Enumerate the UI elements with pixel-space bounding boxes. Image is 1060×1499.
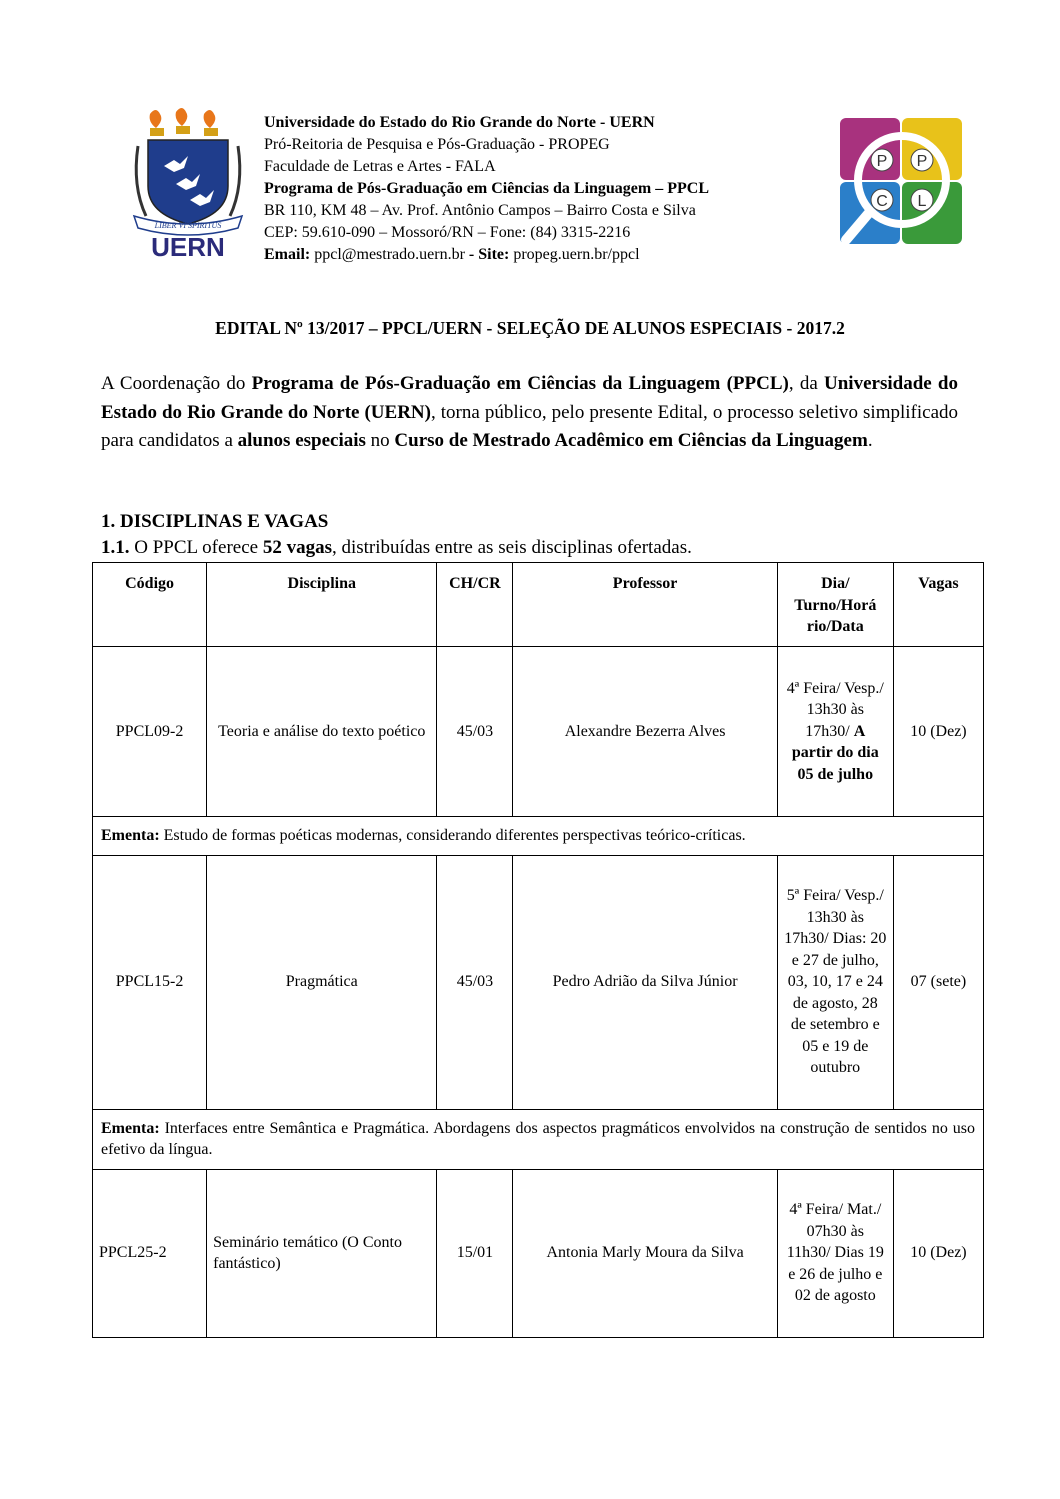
site-link[interactable]: propeg.uern.br/ppcl <box>513 246 640 263</box>
table-row <box>93 855 984 1109</box>
email-label: Email: <box>264 246 311 263</box>
cell-disciplina: Pragmática <box>207 855 437 1109</box>
disciplines-table <box>92 562 984 1338</box>
letterhead <box>128 106 968 266</box>
contact-line <box>264 244 709 266</box>
cell-dia: 5ª Feira/ Vesp./ 13h30 às 17h30/ Dias: 20 e 27 de julho, 03, 10, 17 e 24 de agosto, 28 de setembro e 05 e 19 de outubro <box>777 855 893 1109</box>
cell-disciplina: Teoria e análise do texto poético <box>207 647 437 817</box>
col-header-codigo: Código <box>93 563 207 647</box>
cell-codigo: PPCL25-2 <box>93 1169 207 1337</box>
cell-vagas: 10 (Dez) <box>893 647 983 817</box>
cell-vagas: 10 (Dez) <box>893 1169 983 1337</box>
cep-phone: CEP: 59.610-090 – Mossoró/RN – Fone: (84) 3315-2216 <box>264 224 631 241</box>
address: BR 110, KM 48 – Av. Prof. Antônio Campos – Bairro Costa e Silva <box>264 202 696 219</box>
logo-letter-p1: P <box>876 153 888 170</box>
crest-motto: LIBER VI SPIRITUS <box>154 221 222 230</box>
site-label: - Site: <box>468 246 510 263</box>
cell-professor: Antonia Marly Moura da Silva <box>513 1169 777 1337</box>
cell-chcr: 45/03 <box>437 647 513 817</box>
col-header-professor: Professor <box>513 563 777 647</box>
ementa-row <box>93 1109 984 1169</box>
ementa-row <box>93 817 984 856</box>
table-row <box>93 647 984 817</box>
programa: Programa de Pós-Graduação em Ciências da Linguagem – PPCL <box>264 180 710 197</box>
cell-professor: Alexandre Bezerra Alves <box>513 647 777 817</box>
cell-dia: 4ª Feira/ Vesp./ 13h30 às 17h30/ A partir do dia 05 de julho <box>777 647 893 817</box>
table-header-row <box>93 563 984 647</box>
pro-reitoria: Pró-Reitoria de Pesquisa e Pós-Graduação - PROPEG <box>264 136 610 153</box>
intro-paragraph: A Coordenação do Programa de Pós-Graduação em Ciências da Linguagem (PPCL), da Universidade do Estado do Rio Grande do Norte (UERN), torna público, pelo presente Edital, o processo seletivo simplificado para candidatos a alunos especiais no Curso de Mestrado Acadêmico em Ciências da Linguagem. <box>101 373 959 451</box>
logo-letter-p2: P <box>916 153 928 170</box>
col-header-disciplina: Disciplina <box>207 563 437 647</box>
email-link[interactable]: ppcl@mestrado.uern.br <box>314 246 465 263</box>
section-heading: 1. DISCIPLINAS E VAGAS <box>101 511 329 532</box>
col-header-dia: Dia/ Turno/Horá rio/Data <box>777 563 893 647</box>
faculdade: Faculdade de Letras e Artes - FALA <box>264 158 496 175</box>
table-row <box>93 1169 984 1337</box>
cell-chcr: 45/03 <box>437 855 513 1109</box>
cell-codigo: PPCL15-2 <box>93 855 207 1109</box>
logo-letter-c: C <box>876 193 888 210</box>
crest-name: UERN <box>151 232 225 261</box>
cell-ementa: Ementa: Estudo de formas poéticas modernas, considerando diferentes perspectivas teórico-críticas. <box>93 817 984 856</box>
cell-ementa: Ementa: Interfaces entre Semântica e Pragmática. Abordagens dos aspectos pragmáticos envolvidos na construção de sentidos no uso efetivo da língua. <box>93 1109 984 1169</box>
cell-vagas: 07 (sete) <box>893 855 983 1109</box>
edital-title: EDITAL Nº 13/2017 – PPCL/UERN - SELEÇÃO DE ALUNOS ESPECIAIS - 2017.2 <box>215 318 845 338</box>
section-subitem: 1.1. O PPCL oferece 52 vagas, distribuídas entre as seis disciplinas ofertadas. <box>101 537 692 558</box>
col-header-vagas: Vagas <box>893 563 983 647</box>
cell-disciplina: Seminário temático (O Conto fantástico) <box>207 1169 437 1337</box>
col-header-chcr: CH/CR <box>437 563 513 647</box>
cell-dia: 4ª Feira/ Mat./ 07h30 às 11h30/ Dias 19 e 26 de julho e 02 de agosto <box>777 1169 893 1337</box>
ppcl-logo <box>838 116 966 250</box>
cell-professor: Pedro Adrião da Silva Júnior <box>513 855 777 1109</box>
cell-chcr: 15/01 <box>437 1169 513 1337</box>
university-name: Universidade do Estado do Rio Grande do Norte - UERN <box>264 114 655 131</box>
logo-letter-l: L <box>917 193 927 210</box>
uern-crest-logo <box>128 106 248 261</box>
cell-codigo: PPCL09-2 <box>93 647 207 817</box>
institution-info <box>264 112 709 266</box>
